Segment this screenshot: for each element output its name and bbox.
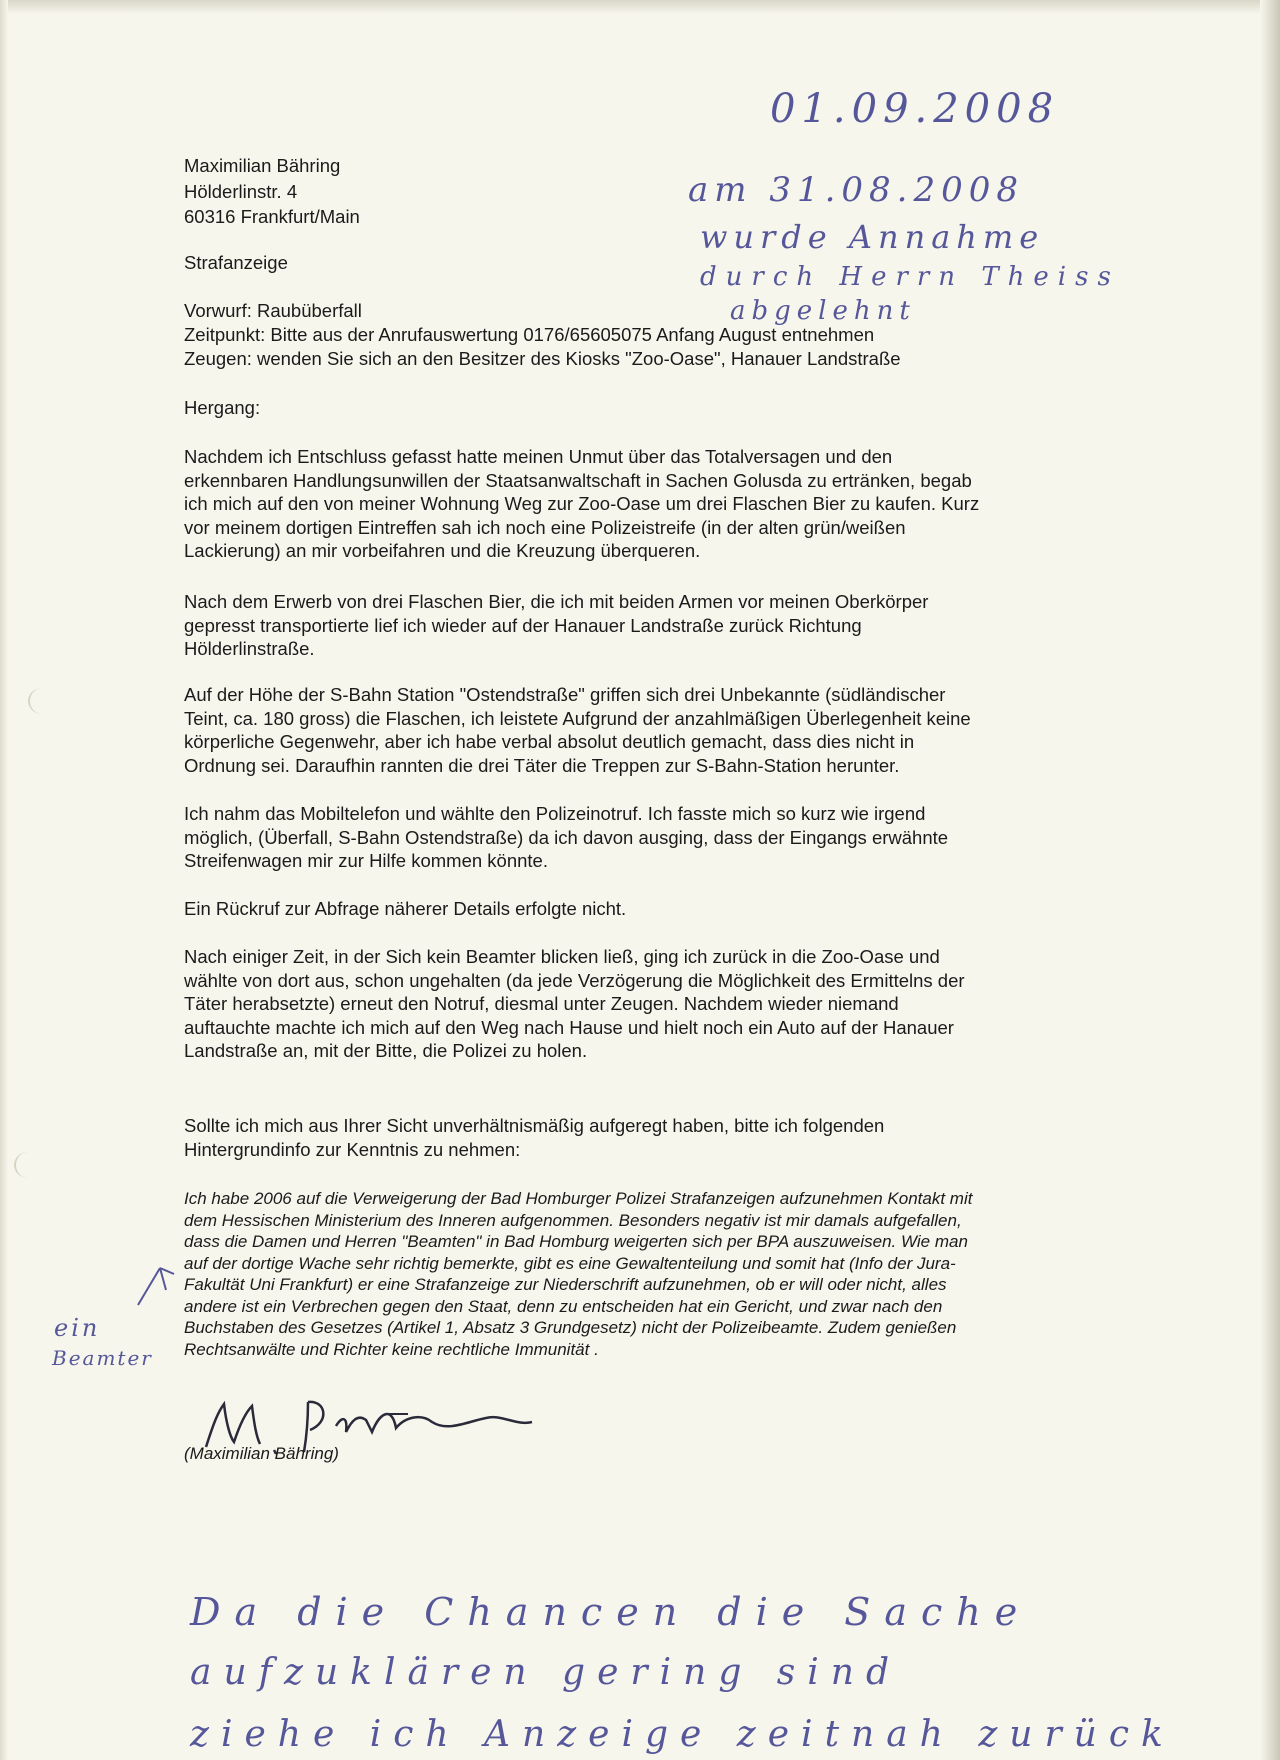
handwritten-bottom-line: Da die Chancen die Sache [190, 1590, 1032, 1634]
paragraph-line: ich mich auf den von meiner Wohnung Weg zur Zoo-Oase um drei Flaschen Bier zu kaufen. Kurz [184, 493, 980, 514]
body-paragraph [184, 590, 928, 661]
handwritten-note-line: wurde Annahme [700, 218, 1045, 256]
italic-line: Ich habe 2006 auf die Verweigerung der Bad Homburger Polizei Strafanzeigen aufzunehmen Kontakt mit [184, 1189, 973, 1208]
body-paragraph [184, 802, 948, 873]
hergang-heading: Hergang: [184, 397, 261, 418]
sender-name: Maximilian Bähring [184, 155, 341, 176]
scan-edge-top [0, 0, 1280, 14]
paragraph-line: Hintergrundinfo zur Kenntnis zu nehmen: [184, 1138, 521, 1160]
italic-line: Buchstaben des Gesetzes (Artikel 1, Absatz 3 Grundgesetz) nicht der Polizeibeamte. Zudem genießen [184, 1318, 957, 1337]
detail-vorwurf: Vorwurf: Raubüberfall [184, 300, 362, 321]
detail-zeugen: Zeugen: wenden Sie sich an den Besitzer des Kiosks "Zoo-Oase", Hanauer Landstraße [184, 348, 901, 369]
handwritten-bottom-line: ziehe ich Anzeige zeitnah zurück [190, 1714, 1175, 1755]
handwritten-note-line: am 31.08.2008 [688, 170, 1024, 210]
paragraph-line: Ein Rückruf zur Abfrage näherer Details erfolgte nicht. [184, 898, 627, 919]
handwritten-note-line: durch Herrn Theiss [700, 262, 1120, 292]
signature-name: (Maximilian Bähring) [184, 1444, 339, 1463]
paragraph-line: Täter herabsetzte) erneut den Notruf, diesmal unter Zeugen. Nachdem wieder niemand [184, 993, 899, 1014]
handwritten-date: 01.09.2008 [770, 86, 1060, 132]
paragraph-line: Streifenwagen mir zur Hilfe kommen könnte. [184, 850, 548, 871]
paragraph-line: gepresst transportierte lief ich wieder auf der Hanauer Landstraße zurück Richtung [184, 614, 862, 636]
body-paragraph [184, 683, 971, 777]
italic-line: dass die Damen und Herren "Beamten" in Bad Homburg weigerten sich per BPA auszuweisen. Wie man [184, 1232, 968, 1251]
insertion-arrow-icon [130, 1260, 180, 1310]
paragraph-line: Auf der Höhe der S-Bahn Station "Ostendstraße" griffen sich drei Unbekannte (südländischer [184, 684, 946, 705]
punch-hole-mark [14, 1152, 42, 1178]
italic-line: dem Hessischen Ministerium des Inneren aufgenommen. Besonders negativ ist mir damals aufgefallen, [184, 1210, 962, 1230]
italic-line: auf der dortige Wache sehr richtig bemerkte, gibt es eine Gewaltenteilung und somit hat (Info der Jura- [184, 1253, 956, 1273]
handwritten-margin-word: ein [54, 1314, 101, 1342]
handwritten-margin-word: Beamter [52, 1346, 153, 1370]
paragraph-line: Nach dem Erwerb von drei Flaschen Bier, die ich mit beiden Armen vor meinen Oberkörper [184, 591, 929, 612]
background-info-block [184, 1188, 972, 1360]
paragraph-line: Ich nahm das Mobiltelefon und wählte den Polizeinotruf. Ich fasste mich so kurz wie irgend [184, 803, 926, 824]
paragraph-line: vor meinem dortigen Eintreffen sah ich noch eine Polizeistreife (in der alten grün/weißen [184, 516, 906, 538]
italic-line: Fakultät Uni Frankfurt) er eine Strafanzeige zur Niederschrift aufzunehmen, ob er will oder nicht, alles [184, 1275, 947, 1294]
scan-edge-right [1260, 0, 1280, 1760]
body-paragraph [184, 445, 979, 563]
paragraph-line: Nach einiger Zeit, in der Sich kein Beamter blicken ließ, ging ich zurück in die Zoo-Oase und [184, 946, 940, 967]
paragraph-line: erkennbaren Handlungsunwillen der Staatsanwaltschaft in Sachen Golusda zu ertränken, begab [184, 469, 972, 491]
handwritten-bottom-line: aufzuklären gering sind [190, 1652, 902, 1693]
body-paragraph [184, 897, 626, 921]
paragraph-line: körperliche Gegenwehr, aber ich habe verbal absolut deutlich gemacht, dass dies nicht in [184, 731, 915, 752]
body-paragraph [184, 1114, 884, 1161]
paragraph-line: Teint, ca. 180 gross) die Flaschen, ich leistete Aufgrund der anzahlmäßigen Überlegenheit keine [184, 707, 971, 729]
paragraph-line: wählte von dort aus, schon ungehalten (da jede Verzögerung die Möglichkeit des Ermittelns der [184, 969, 965, 991]
paragraph-line: auftauchte machte ich mich auf den Weg nach Hause und hielt noch ein Auto auf der Hanauer [184, 1016, 954, 1038]
sender-street: Hölderlinstr. 4 [184, 181, 298, 202]
paragraph-line: Hölderlinstraße. [184, 638, 315, 659]
handwritten-note-line: abgelehnt [730, 296, 916, 326]
sender-city: 60316 Frankfurt/Main [184, 206, 360, 227]
subject: Strafanzeige [184, 252, 288, 273]
paragraph-line: Lackierung) an mir vorbeifahren und die Kreuzung überqueren. [184, 540, 701, 561]
paragraph-line: Nachdem ich Entschluss gefasst hatte meinen Unmut über das Totalversagen und den [184, 446, 893, 467]
paragraph-line: Landstraße an, mit der Bitte, die Polizei zu holen. [184, 1040, 588, 1061]
paragraph-line: Ordnung sei. Daraufhin rannten die drei Täter die Treppen zur S-Bahn-Station herunter. [184, 754, 900, 776]
italic-line: Rechtsanwälte und Richter keine rechtliche Immunität . [184, 1339, 599, 1359]
scan-edge-left [0, 0, 8, 1760]
detail-zeitpunkt: Zeitpunkt: Bitte aus der Anrufauswertung 0176/65605075 Anfang August entnehmen [184, 324, 875, 345]
paragraph-line: möglich, (Überfall, S-Bahn Ostendstraße) da ich davon ausging, dass der Eingangs erwähnte [184, 826, 949, 848]
body-paragraph [184, 945, 965, 1063]
paragraph-line: Sollte ich mich aus Ihrer Sicht unverhältnismäßig aufgeregt haben, bitte ich folgenden [184, 1115, 885, 1136]
punch-hole-mark [28, 688, 56, 714]
italic-line: andere ist ein Verbrechen gegen den Staat, denn zu entscheiden hat ein Gericht, und zwar nach den [184, 1296, 943, 1316]
